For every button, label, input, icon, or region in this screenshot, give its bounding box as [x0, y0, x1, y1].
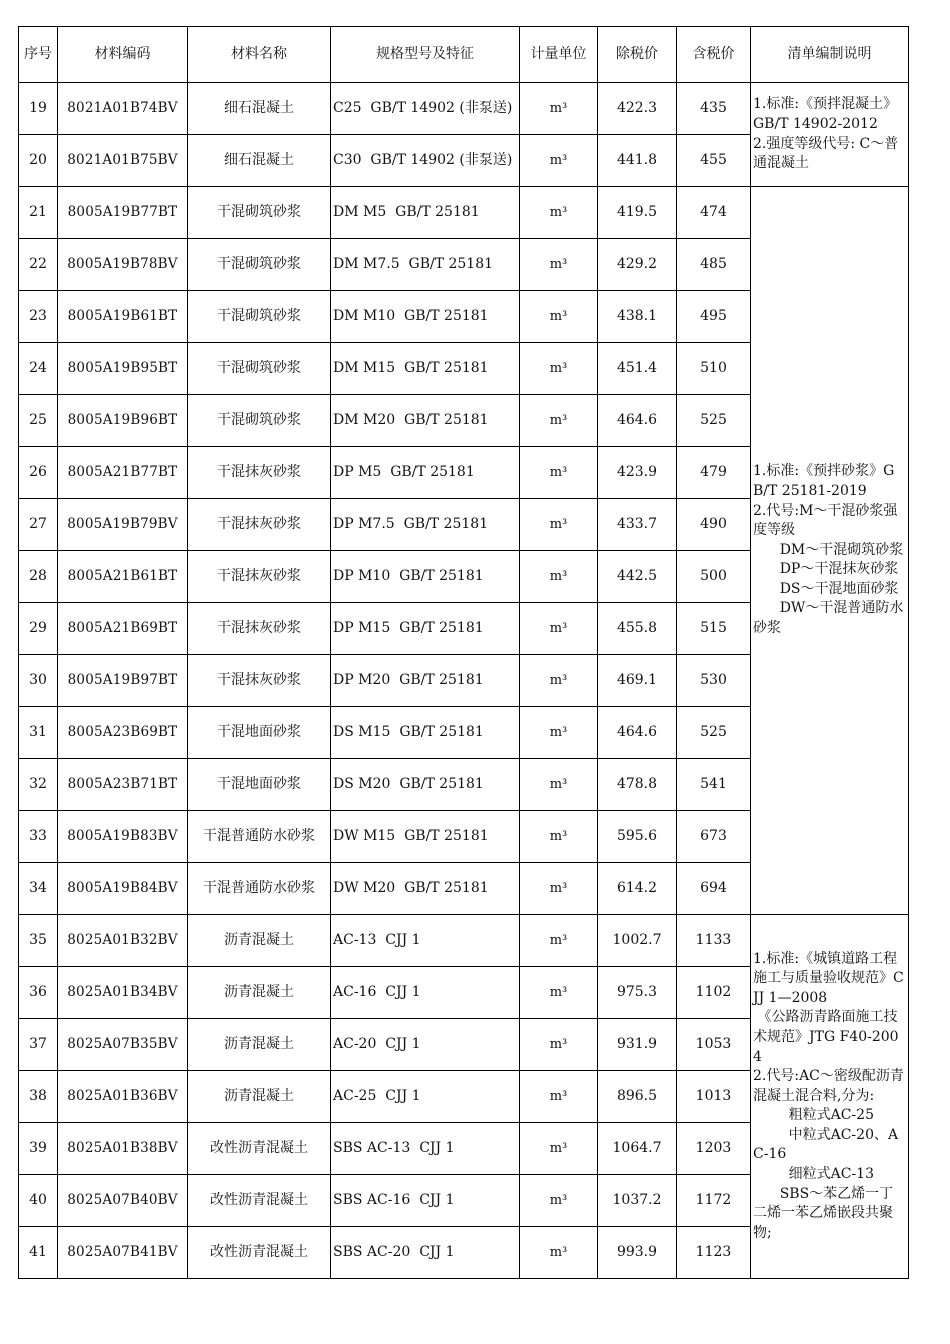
spec: DP M20 GB/T 25181	[331, 655, 520, 707]
material-price-table	[18, 26, 909, 1279]
spec: DP M5 GB/T 25181	[331, 447, 520, 499]
material-name: 干混抹灰砂浆	[188, 655, 331, 707]
material-code: 8025A07B41BV	[58, 1227, 188, 1279]
header-notes: 清单编制说明	[751, 27, 909, 83]
notes-cell: 1.标准:《预拌砂浆》GB/T 25181-2019 2.代号:M～干混砂浆强度等级 DM～干混砌筑砂浆 DP～干混抹灰砂浆 DS～干混地面砂浆 DW～干混普通防水砂浆	[751, 187, 909, 915]
price-inc-tax: 694	[677, 863, 751, 915]
spec: DP M15 GB/T 25181	[331, 603, 520, 655]
spec: AC-20 CJJ 1	[331, 1019, 520, 1071]
material-name: 改性沥青混凝土	[188, 1227, 331, 1279]
price-inc-tax: 1123	[677, 1227, 751, 1279]
row-number: 40	[19, 1175, 58, 1227]
price-inc-tax: 500	[677, 551, 751, 603]
spec: DW M20 GB/T 25181	[331, 863, 520, 915]
table-row	[19, 187, 909, 239]
table-body	[19, 83, 909, 1279]
spec: SBS AC-16 CJJ 1	[331, 1175, 520, 1227]
price-inc-tax: 515	[677, 603, 751, 655]
row-number: 19	[19, 83, 58, 135]
spec: DM M20 GB/T 25181	[331, 395, 520, 447]
material-name: 细石混凝土	[188, 83, 331, 135]
unit: m³	[520, 395, 598, 447]
spec: C30 GB/T 14902 (非泵送)	[331, 135, 520, 187]
unit: m³	[520, 499, 598, 551]
material-code: 8005A19B78BV	[58, 239, 188, 291]
price-inc-tax: 525	[677, 395, 751, 447]
row-number: 24	[19, 343, 58, 395]
header-no: 序号	[19, 27, 58, 83]
row-number: 20	[19, 135, 58, 187]
price-ex-tax: 478.8	[598, 759, 677, 811]
price-ex-tax: 441.8	[598, 135, 677, 187]
spec: DM M7.5 GB/T 25181	[331, 239, 520, 291]
unit: m³	[520, 603, 598, 655]
material-code: 8025A01B32BV	[58, 915, 188, 967]
material-name: 改性沥青混凝土	[188, 1175, 331, 1227]
header-code: 材料编码	[58, 27, 188, 83]
row-number: 23	[19, 291, 58, 343]
price-inc-tax: 1013	[677, 1071, 751, 1123]
unit: m³	[520, 343, 598, 395]
price-inc-tax: 455	[677, 135, 751, 187]
price-ex-tax: 438.1	[598, 291, 677, 343]
price-inc-tax: 490	[677, 499, 751, 551]
material-code: 8005A19B61BT	[58, 291, 188, 343]
row-number: 35	[19, 915, 58, 967]
material-name: 干混砌筑砂浆	[188, 187, 331, 239]
unit: m³	[520, 863, 598, 915]
price-ex-tax: 1064.7	[598, 1123, 677, 1175]
row-number: 38	[19, 1071, 58, 1123]
material-name: 干混抹灰砂浆	[188, 447, 331, 499]
material-name: 干混抹灰砂浆	[188, 499, 331, 551]
header-spec: 规格型号及特征	[331, 27, 520, 83]
price-inc-tax: 530	[677, 655, 751, 707]
material-name: 沥青混凝土	[188, 1071, 331, 1123]
spec: DM M10 GB/T 25181	[331, 291, 520, 343]
material-code: 8005A19B84BV	[58, 863, 188, 915]
material-code: 8005A19B79BV	[58, 499, 188, 551]
price-ex-tax: 1037.2	[598, 1175, 677, 1227]
price-inc-tax: 541	[677, 759, 751, 811]
row-number: 37	[19, 1019, 58, 1071]
material-code: 8025A07B35BV	[58, 1019, 188, 1071]
header-unit: 计量单位	[520, 27, 598, 83]
price-ex-tax: 419.5	[598, 187, 677, 239]
material-name: 干混砌筑砂浆	[188, 239, 331, 291]
price-ex-tax: 931.9	[598, 1019, 677, 1071]
material-code: 8005A23B71BT	[58, 759, 188, 811]
material-code: 8005A21B77BT	[58, 447, 188, 499]
unit: m³	[520, 447, 598, 499]
price-inc-tax: 1172	[677, 1175, 751, 1227]
row-number: 36	[19, 967, 58, 1019]
material-name: 干混抹灰砂浆	[188, 551, 331, 603]
row-number: 33	[19, 811, 58, 863]
material-code: 8005A19B97BT	[58, 655, 188, 707]
unit: m³	[520, 655, 598, 707]
price-inc-tax: 1053	[677, 1019, 751, 1071]
unit: m³	[520, 239, 598, 291]
material-name: 干混地面砂浆	[188, 707, 331, 759]
row-number: 25	[19, 395, 58, 447]
price-ex-tax: 1002.7	[598, 915, 677, 967]
unit: m³	[520, 1227, 598, 1279]
price-inc-tax: 495	[677, 291, 751, 343]
price-inc-tax: 525	[677, 707, 751, 759]
header-ex-tax-price: 除税价	[598, 27, 677, 83]
material-code: 8021A01B75BV	[58, 135, 188, 187]
unit: m³	[520, 551, 598, 603]
spec: DS M15 GB/T 25181	[331, 707, 520, 759]
material-code: 8005A19B77BT	[58, 187, 188, 239]
material-code: 8005A21B69BT	[58, 603, 188, 655]
material-code: 8005A21B61BT	[58, 551, 188, 603]
unit: m³	[520, 759, 598, 811]
material-name: 干混抹灰砂浆	[188, 603, 331, 655]
spec: SBS AC-20 CJJ 1	[331, 1227, 520, 1279]
price-ex-tax: 442.5	[598, 551, 677, 603]
material-name: 干混地面砂浆	[188, 759, 331, 811]
header-name: 材料名称	[188, 27, 331, 83]
price-ex-tax: 422.3	[598, 83, 677, 135]
spec: SBS AC-13 CJJ 1	[331, 1123, 520, 1175]
price-ex-tax: 993.9	[598, 1227, 677, 1279]
material-code: 8025A01B34BV	[58, 967, 188, 1019]
spec: DP M10 GB/T 25181	[331, 551, 520, 603]
material-name: 改性沥青混凝土	[188, 1123, 331, 1175]
unit: m³	[520, 707, 598, 759]
row-number: 28	[19, 551, 58, 603]
price-ex-tax: 896.5	[598, 1071, 677, 1123]
spec: AC-16 CJJ 1	[331, 967, 520, 1019]
notes-cell: 1.标准:《预拌混凝土》GB/T 14902-2012 2.强度等级代号: C～普通混凝土	[751, 83, 909, 187]
unit: m³	[520, 1175, 598, 1227]
unit: m³	[520, 811, 598, 863]
unit: m³	[520, 291, 598, 343]
unit: m³	[520, 135, 598, 187]
spec: AC-25 CJJ 1	[331, 1071, 520, 1123]
material-name: 沥青混凝土	[188, 1019, 331, 1071]
price-ex-tax: 429.2	[598, 239, 677, 291]
row-number: 26	[19, 447, 58, 499]
material-name: 干混砌筑砂浆	[188, 291, 331, 343]
unit: m³	[520, 1071, 598, 1123]
row-number: 22	[19, 239, 58, 291]
row-number: 31	[19, 707, 58, 759]
row-number: 27	[19, 499, 58, 551]
unit: m³	[520, 1123, 598, 1175]
row-number: 39	[19, 1123, 58, 1175]
material-name: 干混普通防水砂浆	[188, 863, 331, 915]
unit: m³	[520, 967, 598, 1019]
price-inc-tax: 1133	[677, 915, 751, 967]
row-number: 41	[19, 1227, 58, 1279]
spec: DM M5 GB/T 25181	[331, 187, 520, 239]
price-ex-tax: 455.8	[598, 603, 677, 655]
material-code: 8005A19B95BT	[58, 343, 188, 395]
price-inc-tax: 1102	[677, 967, 751, 1019]
material-code: 8025A01B36BV	[58, 1071, 188, 1123]
price-inc-tax: 510	[677, 343, 751, 395]
price-inc-tax: 485	[677, 239, 751, 291]
material-name: 细石混凝土	[188, 135, 331, 187]
spec: DW M15 GB/T 25181	[331, 811, 520, 863]
material-code: 8021A01B74BV	[58, 83, 188, 135]
spec: AC-13 CJJ 1	[331, 915, 520, 967]
price-ex-tax: 423.9	[598, 447, 677, 499]
row-number: 32	[19, 759, 58, 811]
price-inc-tax: 435	[677, 83, 751, 135]
spec: C25 GB/T 14902 (非泵送)	[331, 83, 520, 135]
material-name: 沥青混凝土	[188, 915, 331, 967]
unit: m³	[520, 187, 598, 239]
material-code: 8025A07B40BV	[58, 1175, 188, 1227]
price-inc-tax: 673	[677, 811, 751, 863]
price-ex-tax: 451.4	[598, 343, 677, 395]
table-row	[19, 915, 909, 967]
price-ex-tax: 464.6	[598, 395, 677, 447]
price-ex-tax: 595.6	[598, 811, 677, 863]
material-name: 沥青混凝土	[188, 967, 331, 1019]
price-inc-tax: 474	[677, 187, 751, 239]
material-name: 干混砌筑砂浆	[188, 343, 331, 395]
price-inc-tax: 479	[677, 447, 751, 499]
price-ex-tax: 433.7	[598, 499, 677, 551]
material-name: 干混普通防水砂浆	[188, 811, 331, 863]
price-ex-tax: 469.1	[598, 655, 677, 707]
row-number: 21	[19, 187, 58, 239]
unit: m³	[520, 915, 598, 967]
header-row	[19, 27, 909, 83]
spec: DS M20 GB/T 25181	[331, 759, 520, 811]
table-row	[19, 83, 909, 135]
price-ex-tax: 614.2	[598, 863, 677, 915]
row-number: 34	[19, 863, 58, 915]
material-code: 8005A23B69BT	[58, 707, 188, 759]
unit: m³	[520, 1019, 598, 1071]
spec: DM M15 GB/T 25181	[331, 343, 520, 395]
spec: DP M7.5 GB/T 25181	[331, 499, 520, 551]
material-code: 8005A19B83BV	[58, 811, 188, 863]
material-name: 干混砌筑砂浆	[188, 395, 331, 447]
material-code: 8025A01B38BV	[58, 1123, 188, 1175]
price-inc-tax: 1203	[677, 1123, 751, 1175]
row-number: 29	[19, 603, 58, 655]
row-number: 30	[19, 655, 58, 707]
unit: m³	[520, 83, 598, 135]
header-inc-tax-price: 含税价	[677, 27, 751, 83]
material-code: 8005A19B96BT	[58, 395, 188, 447]
price-ex-tax: 975.3	[598, 967, 677, 1019]
price-ex-tax: 464.6	[598, 707, 677, 759]
notes-cell: 1.标准:《城镇道路工程施工与质量验收规范》CJJ 1—2008 《公路沥青路面施工技术规范》JTG F40-2004 2.代号:AC～密级配沥青混凝土混合料,分为: 粗粒式AC-25 中粒式AC-20、AC-16 细粒式AC-13 SBS～苯乙烯一丁二烯一苯乙烯嵌段共聚物;	[751, 915, 909, 1279]
